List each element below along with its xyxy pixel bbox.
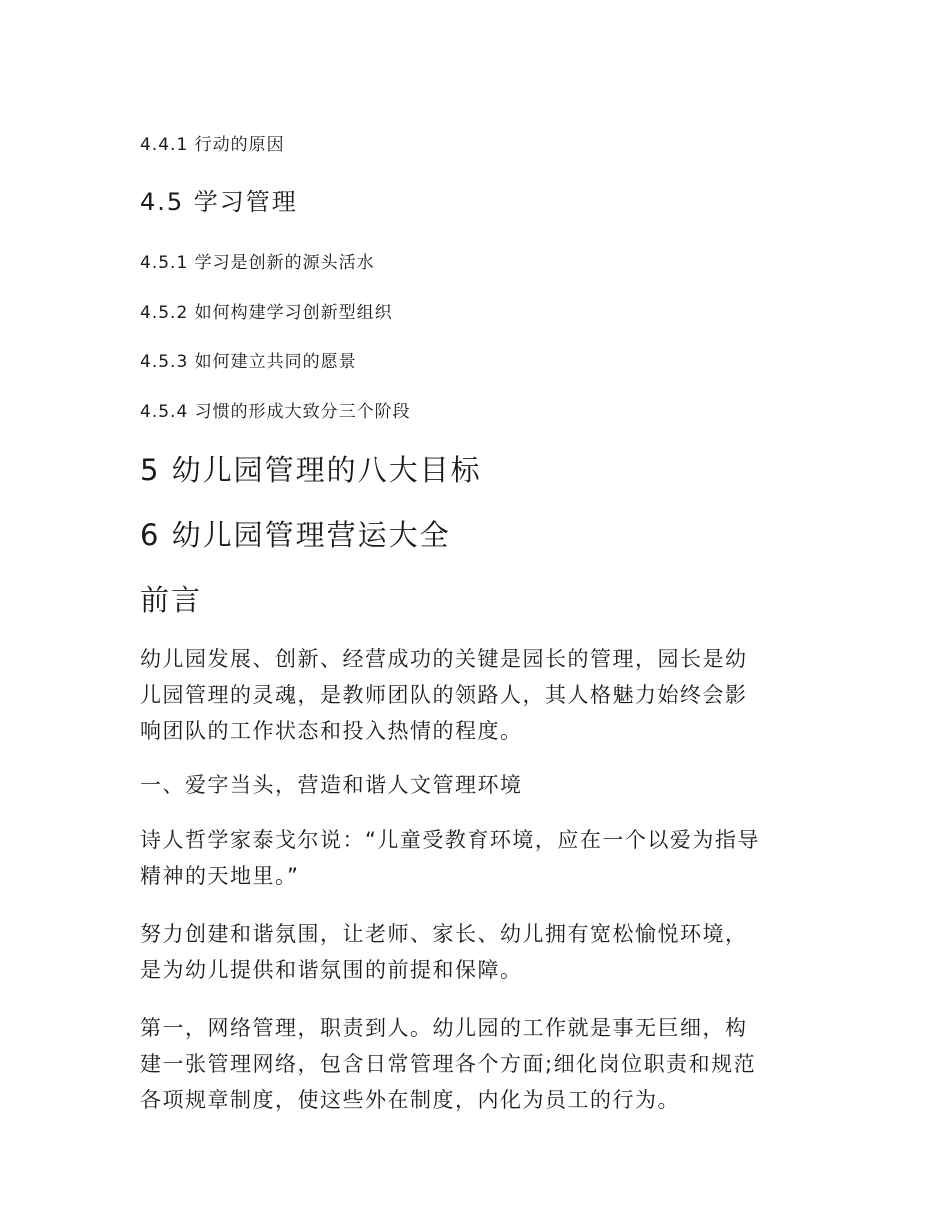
paragraph-line: 精神的天地里。” bbox=[140, 864, 300, 888]
paragraph-line: 是为幼儿提供和谐氛围的前提和保障。 bbox=[140, 958, 523, 982]
paragraph-line: 幼儿园发展、创新、经营成功的关键是园长的管理，园长是幼 bbox=[140, 647, 748, 671]
toc-item-4-5-1: 4.5.1 学习是创新的源头活水 bbox=[140, 253, 375, 273]
paragraph-line: 建一张管理网络，包含日常管理各个方面;细化岗位职责和规范 bbox=[140, 1052, 757, 1076]
preface-title: 前言 bbox=[140, 583, 203, 617]
toc-item-6: 6 幼儿园管理营运大全 bbox=[140, 518, 451, 552]
toc-item-4-5: 4.5 学习管理 bbox=[140, 188, 298, 216]
paragraph-line: 儿园管理的灵魂，是教师团队的领路人，其人格魅力始终会影 bbox=[140, 683, 748, 707]
paragraph-line: 第一，网络管理，职责到人。幼儿园的工作就是事无巨细，构 bbox=[140, 1016, 748, 1040]
toc-item-5: 5 幼儿园管理的八大目标 bbox=[140, 453, 482, 487]
paragraph-line: 诗人哲学家泰戈尔说：“儿童受教育环境，应在一个以爱为指导 bbox=[140, 828, 760, 852]
toc-item-4-5-2: 4.5.2 如何构建学习创新型组织 bbox=[140, 303, 393, 323]
toc-item-4-5-3: 4.5.3 如何建立共同的愿景 bbox=[140, 352, 357, 372]
paragraph-line: 努力创建和谐氛围，让老师、家长、幼儿拥有宽松愉悦环境， bbox=[140, 922, 748, 946]
toc-item-4-5-4: 4.5.4 习惯的形成大致分三个阶段 bbox=[140, 402, 411, 422]
toc-item-4-4-1: 4.4.1 行动的原因 bbox=[140, 135, 285, 155]
paragraph-line: 各项规章制度，使这些外在制度，内化为员工的行为。 bbox=[140, 1088, 680, 1112]
section-heading: 一、爱字当头，营造和谐人文管理环境 bbox=[140, 773, 523, 797]
paragraph-line: 响团队的工作状态和投入热情的程度。 bbox=[140, 719, 523, 743]
